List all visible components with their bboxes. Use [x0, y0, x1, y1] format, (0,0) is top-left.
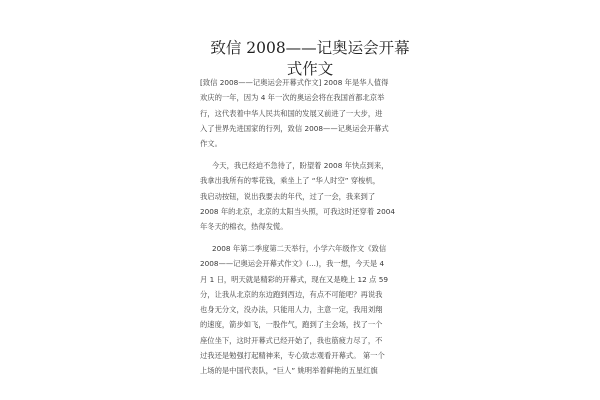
text-line: 上场的是中国代表队，“巨人” 姚明举着鲜艳的五星红旗: [200, 366, 378, 376]
text-line: 的速度，箭步如飞，一股作气，跑到了主会场，找了一个: [200, 320, 383, 330]
text-line: 今天，我已经迫不急待了，盼望着 2008 年快点到来，: [212, 160, 389, 170]
text-line: 我启动按钮，说出我要去的年代，过了一会，我来到了: [200, 191, 376, 201]
text-line: 2008 年的北京，北京的太阳当头照，可我这时还穿着 2004: [200, 206, 396, 216]
title-line: 致信 2008——记奥运会开幕: [210, 39, 410, 57]
text-line: 2008 年第二季度第二天举行，小学六年级作文《致信: [212, 243, 387, 253]
text-line: 座位坐下，这时开幕式已经开始了，我也筋疲力尽了，不: [200, 335, 383, 345]
title-line: 式作文: [286, 60, 334, 78]
paragraph: [200, 75, 420, 151]
text-line: 行，这代表着中华人民共和国的发展又前进了一大步，进: [200, 108, 383, 118]
text-line: 月 1 日，明天就是精彩的开幕式，现在又是晚上 12 点 59: [200, 274, 389, 284]
text-line: 分，让我从北京的东边跑到西边，有点不可能吧？再说我: [200, 289, 383, 299]
text-line: 过我还是勉强打起精神来，专心致志观看开幕式。 第一个: [200, 351, 385, 361]
text-line: 欢庆的一年，因为 4 年一次的奥运会将在我国首都北京举: [200, 93, 385, 103]
text-line: 我拿出我所有的零花钱，乘坐上了 “华人时空” 穿梭机，: [200, 176, 381, 186]
text-line: 年冬天的棉衣，热得发慌。: [200, 222, 288, 232]
paragraph: [200, 158, 420, 234]
text-line: [致信 2008——记奥运会开幕式作文] 2008 年是华人值得: [200, 78, 389, 87]
text-line: 2008——记奥运会开幕式作文》(...)，我一想，今天是 4: [200, 259, 385, 269]
text-line: 作文。: [200, 139, 222, 149]
paragraph: [200, 241, 420, 379]
text-line: 入了世界先进国家的行列，致信 2008——记奥运会开幕式: [200, 123, 389, 133]
text-line: 也身无分文，没办法，只能用人力，主意一定，我用刘翔: [200, 305, 383, 315]
article-body: [200, 75, 420, 379]
article-title: [200, 38, 420, 80]
